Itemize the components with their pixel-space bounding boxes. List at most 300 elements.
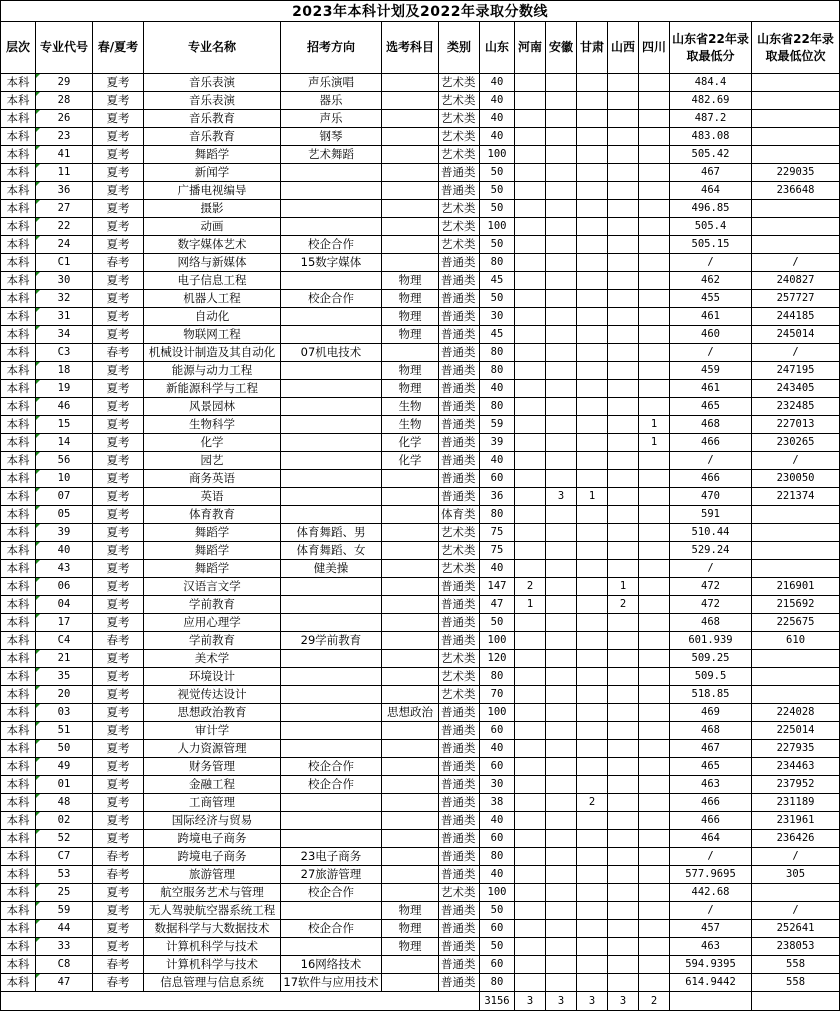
sichuan-quota-cell [639,884,670,902]
gansu-quota-cell [577,218,608,236]
elective-subject-cell [382,614,439,632]
gansu-quota-cell [577,776,608,794]
exam-season-cell: 夏考 [93,524,144,542]
henan-quota-cell [515,902,546,920]
henan-quota-cell [515,812,546,830]
major-name-cell: 舞蹈学 [144,146,281,164]
category-cell: 普通类 [439,488,480,506]
major-name-cell: 工商管理 [144,794,281,812]
category-cell: 普通类 [439,812,480,830]
exam-season-cell: 春考 [93,632,144,650]
min-rank-cell [752,884,840,902]
min-rank-cell: 243405 [752,380,840,398]
gansu-quota-cell [577,596,608,614]
shanxi-quota-cell [608,506,639,524]
category-cell: 普通类 [439,290,480,308]
major-name-cell: 审计学 [144,722,281,740]
direction-cell: 体育舞蹈、女 [281,542,382,560]
henan-quota-cell [515,722,546,740]
shanxi-quota-cell [608,740,639,758]
sichuan-quota-cell [639,794,670,812]
level-cell: 本科 [1,236,36,254]
shanxi-quota-cell [608,272,639,290]
major-name-cell: 学前教育 [144,596,281,614]
category-cell: 普通类 [439,470,480,488]
henan-quota-cell [515,290,546,308]
anhui-quota-cell [546,722,577,740]
shanxi-quota-cell [608,542,639,560]
code-cell: C4 [36,632,93,650]
sichuan-quota-cell [639,110,670,128]
sichuan-quota-cell [639,254,670,272]
min-rank-cell: / [752,344,840,362]
major-name-cell: 动画 [144,218,281,236]
code-cell: 49 [36,758,93,776]
category-cell: 体育类 [439,506,480,524]
major-name-cell: 化学 [144,434,281,452]
major-name-cell: 航空服务艺术与管理 [144,884,281,902]
henan-quota-cell [515,272,546,290]
gansu-quota-cell [577,254,608,272]
min-rank-cell: 558 [752,956,840,974]
shandong-quota-cell: 30 [480,776,515,794]
major-name-cell: 音乐表演 [144,92,281,110]
level-cell: 本科 [1,542,36,560]
anhui-quota-cell [546,272,577,290]
elective-subject-cell [382,776,439,794]
henan-quota-cell [515,614,546,632]
table-row [1,614,840,632]
shanxi-quota-cell [608,560,639,578]
table-row [1,542,840,560]
elective-subject-cell [382,146,439,164]
elective-subject-cell: 物理 [382,902,439,920]
table-row [1,506,840,524]
category-cell: 普通类 [439,902,480,920]
henan-quota-cell [515,92,546,110]
direction-cell [281,704,382,722]
major-name-cell: 英语 [144,488,281,506]
shanxi-quota-cell [608,722,639,740]
code-cell: C1 [36,254,93,272]
henan-quota-cell [515,848,546,866]
major-name-cell: 新能源科学与工程 [144,380,281,398]
gansu-quota-cell [577,812,608,830]
exam-season-cell: 夏考 [93,668,144,686]
elective-subject-cell [382,488,439,506]
level-cell: 本科 [1,326,36,344]
exam-season-cell: 夏考 [93,650,144,668]
min-score-cell: 464 [670,182,752,200]
code-cell: C7 [36,848,93,866]
shanxi-quota-cell [608,182,639,200]
code-cell: 25 [36,884,93,902]
level-cell: 本科 [1,92,36,110]
sichuan-quota-cell [639,668,670,686]
shandong-quota-cell: 70 [480,686,515,704]
gansu-quota-cell: 2 [577,794,608,812]
min-score-cell: / [670,452,752,470]
min-rank-cell: / [752,254,840,272]
sichuan-quota-cell [639,128,670,146]
anhui-quota-cell [546,560,577,578]
min-rank-cell: 237952 [752,776,840,794]
shanxi-quota-cell: 2 [608,596,639,614]
table-row [1,326,840,344]
henan-quota-cell [515,182,546,200]
exam-season-cell: 夏考 [93,542,144,560]
henan-quota-cell [515,776,546,794]
direction-cell [281,308,382,326]
min-rank-cell: 215692 [752,596,840,614]
shanxi-quota-cell [608,488,639,506]
level-cell: 本科 [1,722,36,740]
shandong-quota-cell: 36 [480,488,515,506]
exam-season-cell: 夏考 [93,308,144,326]
min-score-cell: 518.85 [670,686,752,704]
level-cell: 本科 [1,182,36,200]
gansu-quota-cell [577,956,608,974]
anhui-quota-cell [546,74,577,92]
anhui-quota-cell [546,344,577,362]
exam-season-cell: 夏考 [93,362,144,380]
direction-cell [281,686,382,704]
direction-cell [281,182,382,200]
exam-season-cell: 夏考 [93,470,144,488]
exam-season-cell: 夏考 [93,398,144,416]
elective-subject-cell [382,110,439,128]
table-row [1,470,840,488]
table-row [1,794,840,812]
category-cell: 艺术类 [439,884,480,902]
henan-quota-cell [515,344,546,362]
gansu-quota-cell [577,884,608,902]
shandong-quota-cell: 40 [480,92,515,110]
category-cell: 艺术类 [439,236,480,254]
code-cell: C3 [36,344,93,362]
direction-cell: 声乐 [281,110,382,128]
shanxi-quota-cell [608,956,639,974]
anhui-quota-cell [546,128,577,146]
code-cell: 33 [36,938,93,956]
category-cell: 普通类 [439,308,480,326]
major-name-cell: 计算机科学与技术 [144,938,281,956]
min-rank-cell [752,236,840,254]
level-cell: 本科 [1,380,36,398]
min-rank-cell: 231961 [752,812,840,830]
henan-quota-cell [515,704,546,722]
code-cell: 39 [36,524,93,542]
shanxi-quota-cell [608,434,639,452]
min-rank-cell: 224028 [752,704,840,722]
major-name-cell: 电子信息工程 [144,272,281,290]
min-rank-cell: 227935 [752,740,840,758]
exam-season-cell: 夏考 [93,884,144,902]
shandong-quota-cell: 60 [480,470,515,488]
shanxi-quota-cell: 1 [608,578,639,596]
table-row [1,128,840,146]
min-score-cell: 466 [670,794,752,812]
category-cell: 普通类 [439,434,480,452]
table-row [1,308,840,326]
shandong-quota-cell: 100 [480,884,515,902]
sichuan-quota-cell [639,542,670,560]
min-score-cell: 465 [670,398,752,416]
category-cell: 普通类 [439,704,480,722]
table-row [1,110,840,128]
henan-quota-cell [515,920,546,938]
elective-subject-cell [382,344,439,362]
gansu-quota-cell [577,452,608,470]
exam-season-cell: 夏考 [93,272,144,290]
category-cell: 普通类 [439,578,480,596]
gansu-quota-cell [577,848,608,866]
gansu-quota-cell [577,974,608,992]
anhui-quota-cell [546,668,577,686]
sichuan-quota-cell [639,92,670,110]
table-row [1,812,840,830]
direction-cell [281,830,382,848]
shandong-quota-cell: 40 [480,74,515,92]
elective-subject-cell [382,506,439,524]
gansu-quota-cell [577,326,608,344]
shanxi-quota-cell [608,128,639,146]
min-score-cell: 455 [670,290,752,308]
header-level: 层次 [1,22,36,74]
direction-cell: 校企合作 [281,758,382,776]
shandong-quota-cell: 80 [480,848,515,866]
sichuan-quota-cell [639,362,670,380]
direction-cell [281,272,382,290]
table-row [1,668,840,686]
category-cell: 普通类 [439,254,480,272]
major-name-cell: 网络与新媒体 [144,254,281,272]
level-cell: 本科 [1,452,36,470]
code-cell: 02 [36,812,93,830]
elective-subject-cell [382,632,439,650]
shanxi-quota-cell [608,758,639,776]
min-rank-cell: 225675 [752,614,840,632]
shanxi-quota-cell [608,308,639,326]
table-row [1,830,840,848]
sichuan-quota-cell [639,632,670,650]
table-row [1,398,840,416]
min-score-cell: 505.15 [670,236,752,254]
direction-cell: 07机电技术 [281,344,382,362]
direction-cell: 校企合作 [281,920,382,938]
henan-quota-cell [515,524,546,542]
code-cell: 20 [36,686,93,704]
category-cell: 艺术类 [439,146,480,164]
shandong-quota-cell: 80 [480,668,515,686]
exam-season-cell: 夏考 [93,722,144,740]
header-shandong: 山东 [480,22,515,74]
totals-label-cell [1,992,480,1011]
henan-quota-cell [515,542,546,560]
shanxi-quota-cell [608,848,639,866]
min-rank-cell [752,506,840,524]
code-cell: 22 [36,218,93,236]
exam-season-cell: 春考 [93,344,144,362]
elective-subject-cell [382,848,439,866]
major-name-cell: 财务管理 [144,758,281,776]
henan-quota-cell [515,146,546,164]
sichuan-quota-cell [639,866,670,884]
sichuan-quota-cell [639,650,670,668]
exam-season-cell: 春考 [93,254,144,272]
header-category: 类别 [439,22,480,74]
code-cell: 05 [36,506,93,524]
gansu-quota-cell [577,506,608,524]
elective-subject-cell: 生物 [382,398,439,416]
table-row [1,560,840,578]
direction-cell [281,506,382,524]
henan-quota-cell [515,326,546,344]
shanxi-quota-cell [608,704,639,722]
min-score-cell: 470 [670,488,752,506]
gansu-quota-cell [577,632,608,650]
min-rank-cell: 610 [752,632,840,650]
direction-cell [281,596,382,614]
gansu-quota-cell [577,578,608,596]
gansu-quota-cell: 1 [577,488,608,506]
direction-cell [281,488,382,506]
direction-cell [281,452,382,470]
header-major-name: 专业名称 [144,22,281,74]
category-cell: 普通类 [439,344,480,362]
henan-quota-cell [515,416,546,434]
anhui-quota-cell [546,362,577,380]
min-score-cell: 442.68 [670,884,752,902]
henan-quota-cell [515,434,546,452]
exam-season-cell: 夏考 [93,326,144,344]
sichuan-quota-cell [639,758,670,776]
direction-cell [281,722,382,740]
min-rank-cell: 225014 [752,722,840,740]
gansu-quota-cell [577,758,608,776]
anhui-quota-cell [546,506,577,524]
table-row [1,488,840,506]
elective-subject-cell [382,560,439,578]
elective-subject-cell [382,758,439,776]
level-cell: 本科 [1,524,36,542]
category-cell: 艺术类 [439,110,480,128]
gansu-quota-cell [577,308,608,326]
elective-subject-cell [382,182,439,200]
henan-quota-cell [515,470,546,488]
major-name-cell: 能源与动力工程 [144,362,281,380]
gansu-quota-cell [577,686,608,704]
min-score-cell: 467 [670,740,752,758]
min-rank-cell [752,74,840,92]
shandong-quota-cell: 50 [480,290,515,308]
henan-quota-cell [515,884,546,902]
elective-subject-cell [382,884,439,902]
shanxi-quota-cell [608,218,639,236]
elective-subject-cell: 物理 [382,326,439,344]
min-score-cell: 461 [670,308,752,326]
major-name-cell: 生物科学 [144,416,281,434]
anhui-quota-cell [546,740,577,758]
shanxi-quota-cell [608,614,639,632]
shanxi-quota-cell [608,452,639,470]
henan-quota-cell [515,938,546,956]
gansu-quota-cell [577,704,608,722]
direction-cell [281,362,382,380]
min-rank-cell: / [752,848,840,866]
anhui-quota-cell [546,452,577,470]
min-rank-cell: 227013 [752,416,840,434]
min-score-cell: / [670,560,752,578]
sichuan-quota-cell [639,596,670,614]
shanxi-quota-cell [608,470,639,488]
code-cell: 44 [36,920,93,938]
sichuan-quota-cell [639,920,670,938]
sichuan-quota-cell [639,182,670,200]
shanxi-quota-cell [608,164,639,182]
min-score-cell: 484.4 [670,74,752,92]
anhui-quota-cell [546,308,577,326]
henan-quota-cell [515,506,546,524]
shanxi-quota-cell [608,92,639,110]
anhui-quota-cell [546,812,577,830]
min-rank-cell: 252641 [752,920,840,938]
min-rank-cell [752,686,840,704]
shanxi-quota-cell [608,902,639,920]
category-cell: 普通类 [439,416,480,434]
table-row [1,866,840,884]
category-cell: 普通类 [439,182,480,200]
min-rank-cell: 230050 [752,470,840,488]
min-score-cell: 505.4 [670,218,752,236]
elective-subject-cell [382,218,439,236]
anhui-quota-cell [546,758,577,776]
table-row [1,956,840,974]
henan-quota-cell [515,974,546,992]
henan-quota-cell [515,632,546,650]
elective-subject-cell: 生物 [382,416,439,434]
level-cell: 本科 [1,956,36,974]
category-cell: 艺术类 [439,560,480,578]
direction-cell [281,614,382,632]
exam-season-cell: 夏考 [93,794,144,812]
direction-cell: 校企合作 [281,290,382,308]
sichuan-quota-cell [639,578,670,596]
min-score-cell: 466 [670,434,752,452]
code-cell: 52 [36,830,93,848]
direction-cell [281,218,382,236]
code-cell: 32 [36,290,93,308]
code-cell: 53 [36,866,93,884]
gansu-quota-cell [577,722,608,740]
henan-quota-cell [515,128,546,146]
elective-subject-cell: 物理 [382,362,439,380]
direction-cell: 器乐 [281,92,382,110]
henan-quota-cell [515,686,546,704]
table-row [1,164,840,182]
category-cell: 艺术类 [439,650,480,668]
major-name-cell: 汉语言文学 [144,578,281,596]
gansu-quota-cell [577,200,608,218]
level-cell: 本科 [1,650,36,668]
min-rank-cell [752,560,840,578]
min-score-cell: / [670,902,752,920]
major-name-cell: 音乐教育 [144,128,281,146]
table-row [1,596,840,614]
sichuan-quota-cell [639,398,670,416]
shandong-quota-cell: 45 [480,326,515,344]
table-row [1,722,840,740]
